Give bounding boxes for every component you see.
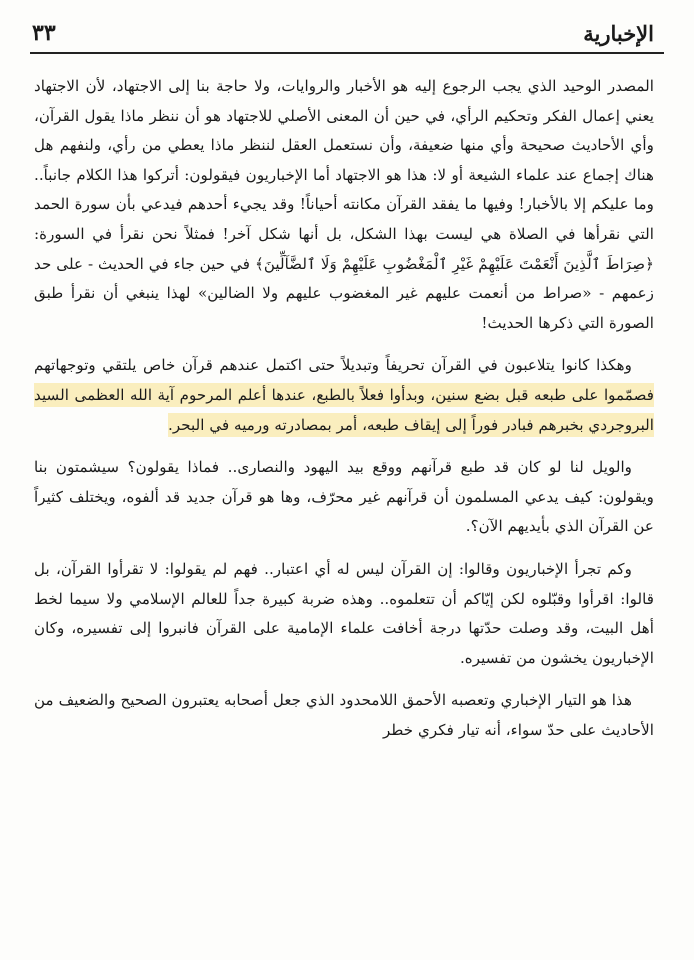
running-title: الإخبارية [583, 20, 654, 46]
paragraph-text: والويل لنا لو كان قد طبع قرآنهم ووقع بيد اليهود والنصارى.. فماذا يقولون؟ سيشمتون بنا ويقولون: كيف يدعي المسلمون أن قرآنهم غير محرّف، وها هو قرآن جديد قد ألفوه، ويختلف كثيراً عن القرآن الذي بأيديهم الآن؟. [34, 458, 654, 536]
page-number: ٣٣ [32, 20, 56, 46]
header-rule [30, 52, 664, 54]
paragraph-text: هذا هو التيار الإخباري وتعصبه الأحمق اللامحدود الذي جعل أصحابه يعتبرون الصحيح والضعيف من الأحاديث على حدّ سواء، أنه تيار فكري خطر [34, 691, 654, 739]
paragraph [34, 686, 654, 745]
paragraph [34, 72, 654, 338]
page-header [32, 18, 654, 48]
page-body [34, 72, 654, 758]
paragraph [34, 555, 654, 673]
paragraph-text: المصدر الوحيد الذي يجب الرجوع إليه هو الأخبار والروايات، ولا حاجة بنا إلى الاجتهاد، لأن الاجتهاد يعني إعمال الفكر وتحكيم الرأي، في حين أن المعنى الأصلي للاجتهاد هو أن ننظر ماذا يقول القرآن، وأي الأحاديث صحيحة وأي منها ضعيفة، وأن نستعمل العقل لننظر ماذا يعطي من رأي، ولنفهم هل هناك إجماع عند علماء الشيعة أو لا: هذا هو الاجتهاد أما الإخباريون فيقولون: أتركوا هذا الكلام جانباً.. وما عليكم إلا بالأخبار! وفيها ما يفقد القرآن مكانته أحياناً! وقد يجيء أحدهم فيدعي بأن سورة الحمد التي نقرأها في الصلاة هي ليست بهذا الشكل، بل أنها شكل آخر! فمثلاً نحن نقرأ في السورة: ﴿صِرَاطَ ٱلَّذِينَ أَنْعَمْتَ عَلَيْهِمْ غَيْرِ ٱلْمَغْضُوبِ عَلَيْهِمْ وَلَا ٱلضَّآلِّينَ﴾ في حين جاء في الحديث - على حد زعمهم - «صراط من أنعمت عليهم غير المغضوب عليهم ولا الضالين» لهذا ينبغي أن نقرأ طبق الصورة التي ذكرها الحديث! [34, 77, 654, 332]
paragraph [34, 351, 654, 440]
paragraph-text: وكم تجرأ الإخباريون وقالوا: إن القرآن ليس له أي اعتبار.. فهم لم يقولوا: لا تقرأوا القرآن، بل قالوا: اقرأوا وقبّلوه لكن إيّاكم أن تتعلموه.. وهذه ضربة كبيرة جداً للعالم الإسلامي ولا سيما لخط أهل البيت، وقد وصلت حدّتها درجة أخافت علماء الإمامية على القرآن فانبروا إلى تفسيره، وكان الإخباريون يخشون من تفسيره. [34, 559, 654, 667]
highlighted-passage: فصمّموا على طبعه قبل بضع سنين، وبدأوا فعلاً بالطبع، عندها أعلم المرحوم آية الله العظمى السيد البروجردي بخبرهم فبادر فوراً إلى إيقاف طبعه، أمر بمصادرته ورميه في البحر. [34, 383, 654, 437]
paragraph-text: وهكذا كانوا يتلاعبون في القرآن تحريفاً وتبديلاً حتى اكتمل عندهم قرآن خاص يلتقي وتوجهاتهم [34, 356, 632, 375]
paragraph [34, 453, 654, 542]
